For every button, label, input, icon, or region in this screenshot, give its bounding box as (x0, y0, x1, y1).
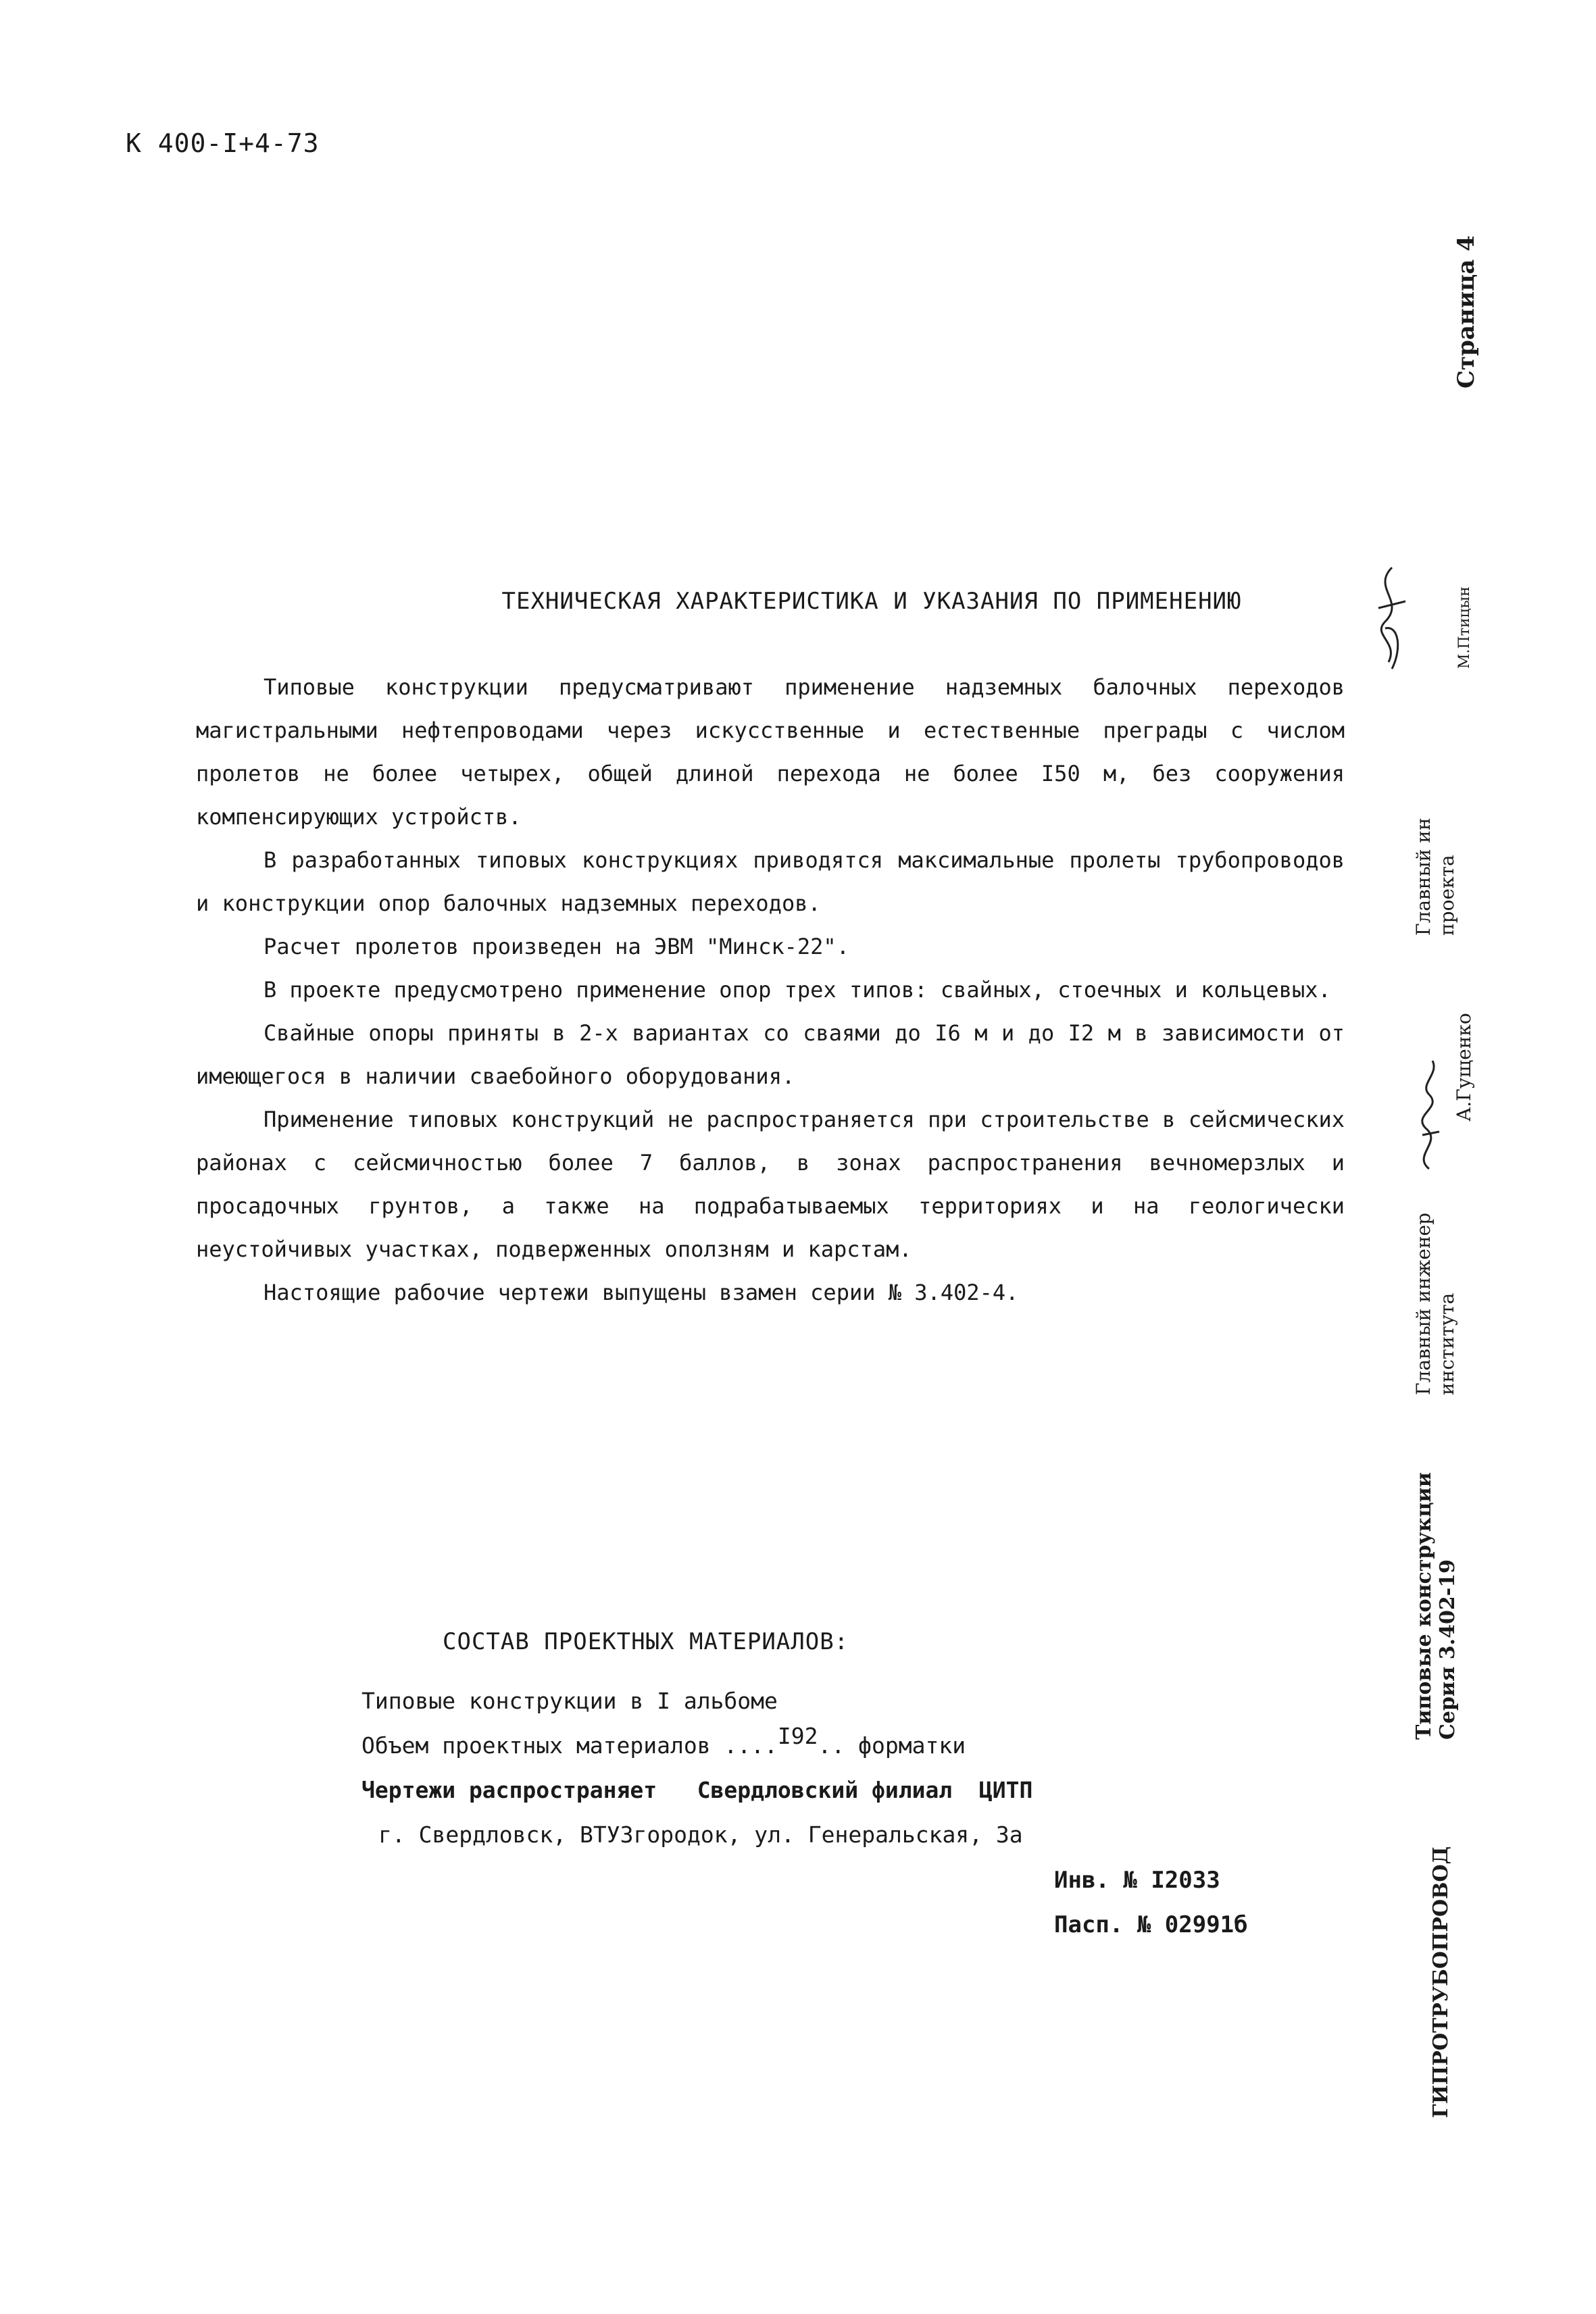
paragraph: Применение типовых конструкций не распространяется при строительстве в сейсмических районах с сейсмичностью более 7 баллов, в зонах распространения вечномерзлых и просадочных грунтов, а также на подрабатываемых территориях и на геологически неустойчивых участках, подверженных оползням и карстам. (196, 1107, 1345, 1262)
passport-number-row (1054, 1903, 1248, 1947)
passport-value: 02991б (1164, 1911, 1248, 1938)
composition-distribution: Чертежи распространяет Свердловский филиал ЦИТП (361, 1777, 1033, 1803)
inventory-number-row (1054, 1858, 1248, 1903)
document-code: К 400-I+4-73 (126, 128, 320, 158)
main-title: ТЕХНИЧЕСКАЯ ХАРАКТЕРИСТИКА И УКАЗАНИЯ ПО ПРИМЕНЕНИЮ (501, 588, 1242, 615)
paragraph: В проекте предусмотрено применение опор трех типов: свайных, стоечных и кольцевых. (264, 977, 1331, 1003)
paragraph: В разработанных типовых конструкциях приводятся максимальные пролеты трубопроводов и конструкции опор балочных надземных переходов. (196, 847, 1345, 916)
project-chief-title-line2: проекта (1436, 855, 1458, 936)
paragraph: Расчет пролетов произведен на ЭВМ "Минск-22". (264, 934, 849, 959)
composition-lines (361, 1679, 1032, 1857)
volume-suffix: .. форматки (818, 1732, 966, 1759)
registry-block (1054, 1858, 1248, 1947)
composition-address: г. Свердловск, ВТУЗгородок, ул. Генеральская, 3а (378, 1821, 1023, 1848)
institute-chief-title-line1: Главный инженер (1412, 1212, 1435, 1395)
composition-albums: Типовые конструкции в I альбоме (361, 1688, 778, 1714)
paragraph: Настоящие рабочие чертежи выпущены взамен серии № 3.402-4. (264, 1280, 1019, 1305)
inventory-value: I2033 (1151, 1867, 1220, 1894)
series-line2: Серия 3.402-19 (1436, 1559, 1460, 1740)
project-chief-title-line1: Главный ин (1412, 818, 1435, 936)
signature-project-chief (1365, 561, 1419, 676)
paragraph: Свайные опоры приняты в 2-х вариантах со сваями до I6 м и до I2 м в зависимости от имеющегося в наличии сваебойного оборудования. (196, 1020, 1345, 1089)
project-chief-name: М.Птицын (1456, 586, 1473, 669)
volume-value: I92 (777, 1723, 818, 1749)
organization-name: ГИПРОТРУБОПРОВОД (1429, 1846, 1453, 2118)
page-number-label: Страница 4 (1453, 235, 1480, 388)
series-line1: Типовые конструкции (1412, 1472, 1436, 1740)
body-text (196, 665, 1345, 1314)
signature-institute-chief (1405, 1054, 1453, 1176)
paragraph: Типовые конструкции предусматривают применение надземных балочных переходов магистральными нефтепроводами через искусственные и естественные преграды с числом пролетов не более четырех, общей длиной перехода не более I50 м, без сооружения компенсирующих устройств. (196, 674, 1345, 830)
composition-volume (361, 1724, 1032, 1768)
institute-chief-title-line2: института (1436, 1292, 1458, 1395)
inventory-label: Инв. № (1054, 1867, 1137, 1894)
passport-label: Пасп. № (1054, 1911, 1151, 1938)
volume-prefix: Объем проектных материалов .... (361, 1732, 778, 1759)
composition-title: СОСТАВ ПРОЕКТНЫХ МАТЕРИАЛОВ: (443, 1628, 849, 1655)
institute-chief-name: А.Гущенко (1453, 1013, 1475, 1122)
